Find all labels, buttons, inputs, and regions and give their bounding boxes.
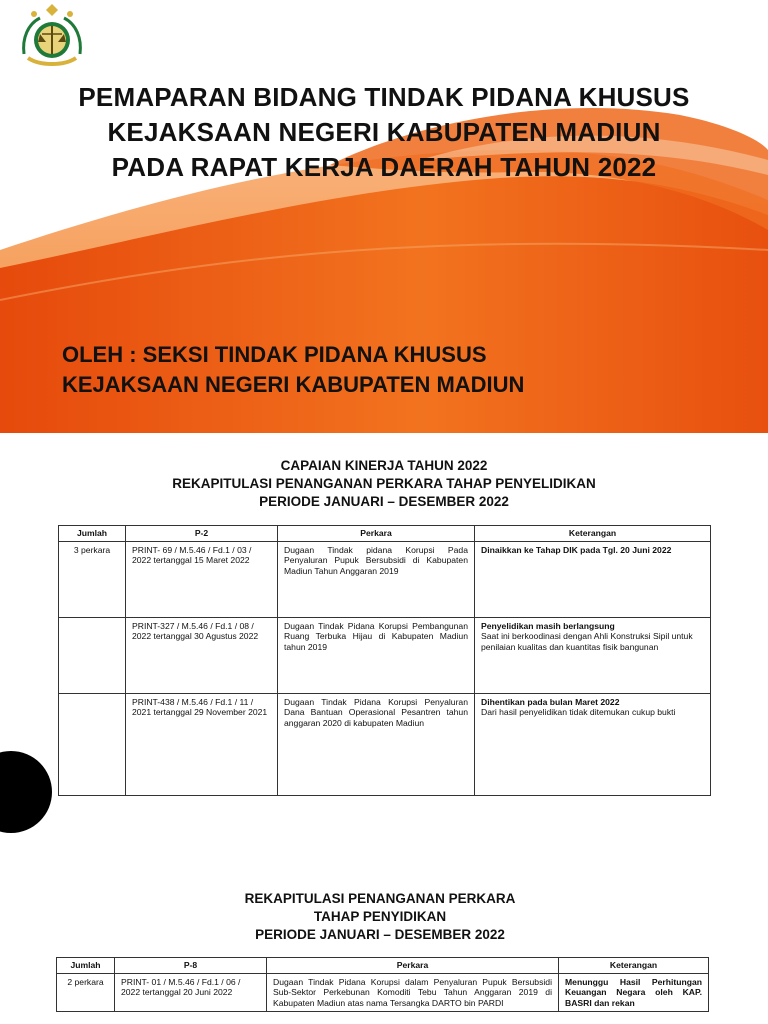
cell-perkara: Dugaan Tindak pidana Korupsi Pada Penyaluran Pupuk Bersubsidi di Kabupaten Madiun Tahun Anggaran 2019	[278, 541, 475, 617]
title-line-2: KEJAKSAAN NEGERI KABUPATEN MADIUN	[107, 117, 661, 147]
header-jumlah: Jumlah	[59, 526, 126, 542]
penyelidikan-slide	[0, 433, 768, 865]
header-perkara: Perkara	[267, 958, 559, 974]
table-row	[59, 693, 711, 795]
header-p8: P-8	[115, 958, 267, 974]
title-slide	[0, 0, 768, 433]
table-row	[57, 973, 709, 1012]
presenter-block	[62, 340, 524, 400]
keterangan-status: Dihentikan pada bulan Maret 2022	[481, 696, 620, 707]
heading-line-3: PERIODE JANUARI – DESEMBER 2022	[255, 927, 505, 942]
cell-jumlah: 2 perkara	[57, 973, 115, 1012]
cell-jumlah	[59, 617, 126, 693]
keterangan-status: Penyelidikan masih berlangsung	[481, 620, 615, 631]
table-header-row	[57, 958, 709, 974]
penyidikan-heading	[0, 890, 760, 944]
heading-line-2: REKAPITULASI PENANGANAN PERKARA TAHAP PENYELIDIKAN	[172, 476, 596, 491]
cell-keterangan	[475, 693, 711, 795]
header-keterangan: Keterangan	[475, 526, 711, 542]
heading-line-2: TAHAP PENYIDIKAN	[313, 909, 447, 924]
cell-p2: PRINT- 69 / M.5.46 / Fd.1 / 03 / 2022 tertanggal 15 Maret 2022	[126, 541, 278, 617]
penyidikan-table	[56, 957, 709, 1012]
keterangan-detail: Dari hasil penyelidikan tidak ditemukan cukup bukti	[481, 707, 676, 717]
cell-keterangan	[475, 617, 711, 693]
cell-perkara: Dugaan Tindak Pidana Korupsi Pembangunan Ruang Terbuka Hijau di Kabupaten Madiun tahun 2019	[278, 617, 475, 693]
cell-keterangan: Menunggu Hasil Perhitungan Keuangan Negara oleh KAP. BASRI dan rekan	[559, 973, 709, 1012]
kejaksaan-logo	[16, 4, 88, 74]
header-perkara: Perkara	[278, 526, 475, 542]
heading-line-3: PERIODE JANUARI – DESEMBER 2022	[259, 494, 509, 509]
keterangan-status: Dinaikkan ke Tahap DIK pada Tgl. 20 Juni 2022	[481, 544, 672, 555]
presenter-line-1: OLEH : SEKSI TINDAK PIDANA KHUSUS	[62, 342, 487, 367]
header-p2: P-2	[126, 526, 278, 542]
keterangan-detail: Saat ini berkoodinasi dengan Ahli Konstruksi Sipil untuk penilaian kualitas dan kuantitas fisik bangunan	[481, 631, 693, 652]
presenter-line-2: KEJAKSAAN NEGERI KABUPATEN MADIUN	[62, 372, 525, 397]
penyelidikan-heading	[0, 457, 768, 511]
cell-keterangan	[475, 541, 711, 617]
title-line-3: PADA RAPAT KERJA DAERAH TAHUN 2022	[111, 152, 657, 182]
heading-line-1: CAPAIAN KINERJA TAHUN 2022	[280, 458, 488, 473]
header-keterangan: Keterangan	[559, 958, 709, 974]
table-row	[59, 541, 711, 617]
penyidikan-slide	[0, 865, 768, 1024]
cell-perkara: Dugaan Tindak Pidana Korupsi dalam Penyaluran Pupuk Bersubsidi Sub-Sektor Perkebunan Komoditi Tebu Tahun Anggaran 2019 di Kabupaten Madiun atas nama Tersangka DARTO bin PARDI	[267, 973, 559, 1012]
black-circle-decoration	[0, 751, 52, 833]
heading-line-1: REKAPITULASI PENANGANAN PERKARA	[244, 891, 516, 906]
cell-jumlah: 3 perkara	[59, 541, 126, 617]
cell-perkara: Dugaan Tindak Pidana Korupsi Penyaluran Dana Bantuan Operasional Pesantren tahun anggaran 2020 di kabupaten Madiun	[278, 693, 475, 795]
penyelidikan-table	[58, 525, 711, 796]
cell-p2: PRINT-438 / M.5.46 / Fd.1 / 11 / 2021 tertanggal 29 November 2021	[126, 693, 278, 795]
table-row	[59, 617, 711, 693]
title-line-1: PEMAPARAN BIDANG TINDAK PIDANA KHUSUS	[78, 82, 690, 112]
header-jumlah: Jumlah	[57, 958, 115, 974]
presentation-title	[0, 80, 768, 185]
cell-p8: PRINT- 01 / M.5.46 / Fd.1 / 06 / 2022 tertanggal 20 Juni 2022	[115, 973, 267, 1012]
cell-p2: PRINT-327 / M.5.46 / Fd.1 / 08 / 2022 tertanggal 30 Agustus 2022	[126, 617, 278, 693]
table-header-row	[59, 526, 711, 542]
cell-jumlah	[59, 693, 126, 795]
